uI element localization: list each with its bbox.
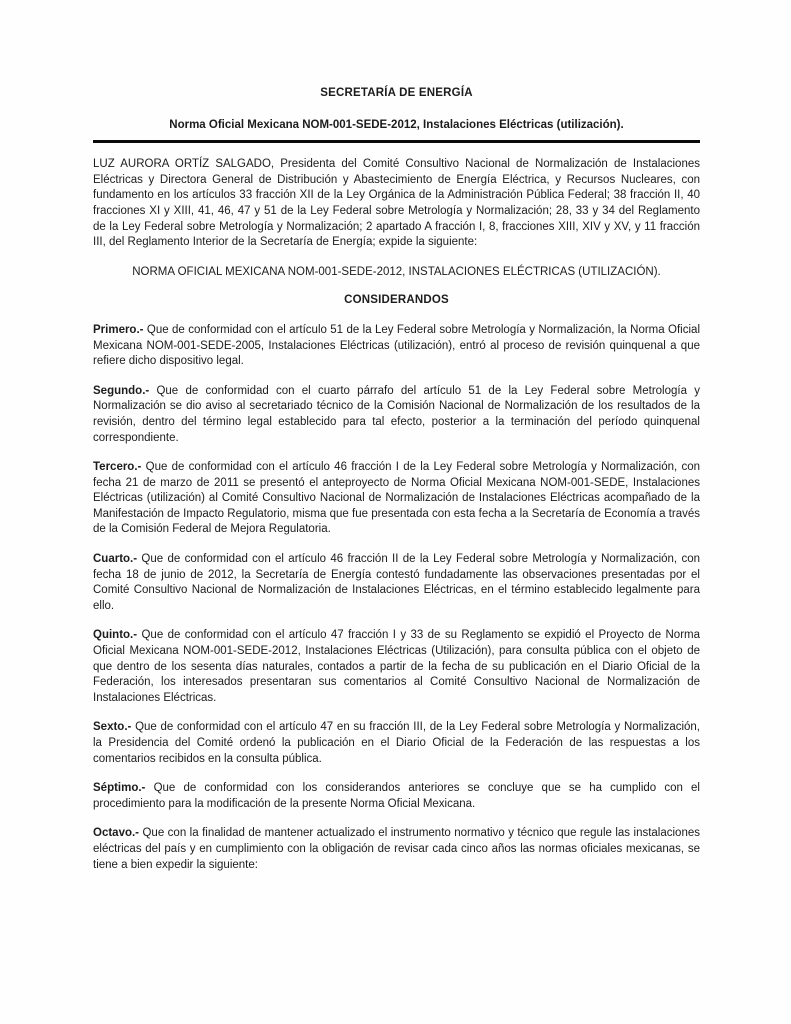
considerando-paragraph-primero (93, 323, 700, 370)
considerando-label: Tercero.- (93, 461, 142, 474)
considerando-text: Que de conformidad con los considerandos anteriores se concluye que se ha cumplido con el procedimiento para la modificación de la presente Norma Oficial Mexicana. (93, 782, 700, 810)
considerando-text: Que de conformidad con el artículo 46 fracción I de la Ley Federal sobre Metrología y Normalización, con fecha 21 de marzo de 2011 se presentó el anteproyecto de Norma Oficial Mexicana NOM-001-SEDE, Instalaciones Eléctricas (utilización) al Comité Consultivo Nacional de Normalización de Instalaciones Eléctricas acompañado de la Manifestación de Impacto Regulatorio, misma que fue presentada con esta fecha a la Secretaría de Economía a través de la Comisión Federal de Mejora Regulatoria. (93, 461, 700, 536)
considerando-paragraph-sexto (93, 720, 700, 767)
considerando-text: Que de conformidad con el cuarto párrafo del artículo 51 de la Ley Federal sobre Metrología y Normalización se dio aviso al secretariado técnico de la Comisión Nacional de Normalización de los resultados de la revisión, dentro del término legal establecido para tal efecto, posterior a la terminación del período quinquenal correspondiente. (93, 384, 700, 444)
considerando-paragraph-segundo (93, 384, 700, 446)
header-divider (93, 140, 700, 143)
considerando-label: Cuarto.- (93, 553, 138, 566)
document-header (93, 86, 700, 143)
considerando-label: Sexto.- (93, 721, 132, 734)
document-title: SECRETARÍA DE ENERGÍA (320, 87, 473, 99)
considerando-label: Séptimo.- (93, 782, 146, 795)
considerandos-heading: CONSIDERANDOS (344, 294, 449, 307)
considerando-label: Quinto.- (93, 629, 138, 642)
considerando-text: Que de conformidad con el artículo 47 en su fracción III, de la Ley Federal sobre Metrología y Normalización, la Presidencia del Comité ordenó la publicación en el Diario Oficial de la Federación de las respuestas a los comentarios recibidos en la consulta pública. (93, 721, 701, 765)
considerando-paragraph-cuarto (93, 552, 700, 614)
document-subtitle: Norma Oficial Mexicana NOM-001-SEDE-2012, Instalaciones Eléctricas (utilización). (169, 118, 624, 131)
considerando-paragraph-quinto (93, 628, 700, 706)
considerando-text: Que con la finalidad de mantener actualizado el instrumento normativo y técnico que regule las instalaciones eléctricas del país y en cumplimiento con la obligación de revisar cada cinco años las normas oficiales mexicanas, se tiene a bien expedir la siguiente: (93, 827, 700, 871)
considerando-paragraph-septimo (93, 781, 700, 812)
considerando-label: Segundo.- (93, 384, 150, 397)
considerando-text: Que de conformidad con el artículo 47 fracción I y 33 de su Reglamento se expidió el Proyecto de Norma Oficial Mexicana NOM-001-SEDE-2012, Instalaciones Eléctricas (Utilización), para consulta pública con el objeto de que dentro de los sesenta días naturales, contados a partir de la fecha de su publicación en el Diario Oficial de la Federación, los interesados presentaran sus comentarios al Comité Consultivo Nacional de Normalización de Instalaciones Eléctricas. (93, 629, 700, 704)
considerando-label: Primero.- (93, 323, 144, 336)
considerando-label: Octavo.- (93, 827, 140, 840)
considerandos-list (93, 323, 700, 873)
norma-title-line: NORMA OFICIAL MEXICANA NOM-001-SEDE-2012, INSTALACIONES ELÉCTRICAS (UTILIZACIÓN). (132, 265, 661, 278)
considerando-text: Que de conformidad con el artículo 46 fracción II de la Ley Federal sobre Metrología y Normalización, con fecha 18 de junio de 2012, la Secretaría de Energía contestó fundadamente las observaciones presentadas por el Comité Consultivo Nacional de Normalización de Instalaciones Eléctricas, en el término establecido legalmente para ello. (93, 553, 700, 612)
considerando-paragraph-tercero (93, 460, 700, 538)
considerando-paragraph-octavo (93, 826, 700, 873)
considerando-text: Que de conformidad con el artículo 51 de la Ley Federal sobre Metrología y Normalización, la Norma Oficial Mexicana NOM-001-SEDE-2005, Instalaciones Eléctricas (utilización), entró al proceso de revisión quinquenal a que refiere dicho dispositivo legal. (93, 323, 700, 368)
intro-paragraph: LUZ AURORA ORTÍZ SALGADO, Presidenta del Comité Consultivo Nacional de Normalización de Instalaciones Eléctricas y Directora General de Distribución y Abastecimiento de Energía Eléctrica, y Recursos Nucleares, con fundamento en los artículos 33 fracción XII de la Ley Orgánica de la Administración Pública Federal; 38 fracción II, 40 fracciones XI y XIII, 41, 46, 47 y 51 de la Ley Federal sobre Metrología y Normalización; 28, 33 y 34 del Reglamento de la Ley Federal sobre Metrología y Normalización; 2 apartado A fracción I, 8, fracciones XIII, XIV y XV, y 11 fracción III, del Reglamento Interior de la Secretaría de Energía; expide la siguiente: (93, 158, 700, 249)
